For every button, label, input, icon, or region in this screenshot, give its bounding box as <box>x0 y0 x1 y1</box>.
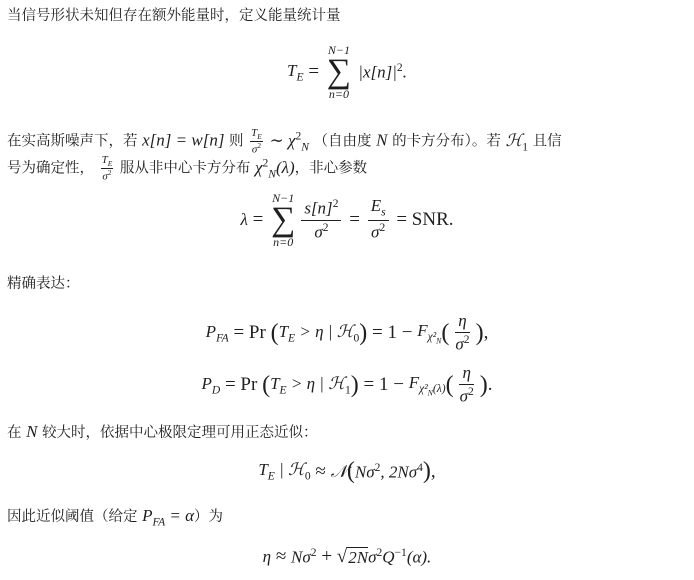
intro-label: 当信号形状未知但存在额外能量时，定义能量统计量 <box>7 8 341 24</box>
math-x-equals-w: x[n] = w[n] <box>142 130 225 150</box>
intro-text <box>7 6 341 26</box>
equation-threshold: η ≈ $N\sigma^2$ + √ 2N $\sigma^2Q^{-1}(\alpha)$. <box>262 546 432 567</box>
label-exact-expression: 精确表达： <box>7 276 80 292</box>
paragraph-threshold: 因此近似阈值（给定 $P_{FA} = \alpha$）为 <box>7 506 224 529</box>
math-pfa-alpha: $P_{FA} = \alpha$ <box>142 506 195 529</box>
paragraph-gaussian-line1: 在实高斯噪声下，若 x[n] = w[n] 则 $\frac{T_E}{\sigma^2}$ ∼ $\chi^2_N$ （自由度 N 的卡方分布）。若 ℋ$_1$ 且信 <box>7 127 562 156</box>
equation-energy-statistic: $T_E$ = N−1 ∑ n=0 $|x[n]|^2$. <box>287 43 407 101</box>
equation-lambda: λ = N−1 ∑ n=0 $\frac{s[n]^2}{\sigma^2}$ = $\frac{E_s}{\sigma^2}$ = SNR. <box>240 191 454 249</box>
math-te-over-sigma2: $\frac{T_E}{\sigma^2}$ <box>251 127 262 156</box>
math-h1: ℋ$_1$ <box>505 130 529 154</box>
math-chi-square: ∼ $\chi^2_N$ <box>269 129 309 154</box>
paragraph-clt: 在 N 较大时，依据中心极限定理可用正态近似： <box>7 422 318 441</box>
summation-symbol: N−1 ∑ n=0 <box>326 43 352 101</box>
math-noncentral-chi: $\chi^2_N(\lambda)$ <box>255 156 295 181</box>
equation-pd: $P_D$ = Pr ( $T_E > \eta$ | ℋ$_1$ ) = 1 − $F_{\chi^2_N(\lambda)}$ ( $\frac{\eta}{\sigma^2}$ ) . <box>201 363 493 406</box>
equation-normal-approx: $T_E$ | ℋ$_0$ ≈ 𝒩 ( $N\sigma^2$, $2N\sigma^4$ ) , <box>258 458 436 484</box>
equation-pfa: $P_{FA}$ = Pr ( $T_E > \eta$ | ℋ$_0$ ) = 1 − $F_{\chi^2_N}$ ( $\frac{\eta}{\sigma^2}$ ) , <box>205 311 489 354</box>
paragraph-gaussian-line2: 号为确定性， $\frac{T_E}{\sigma^2}$ 服从非中心卡方分布 $\chi^2_N(\lambda)$，非心参数 <box>7 154 368 183</box>
